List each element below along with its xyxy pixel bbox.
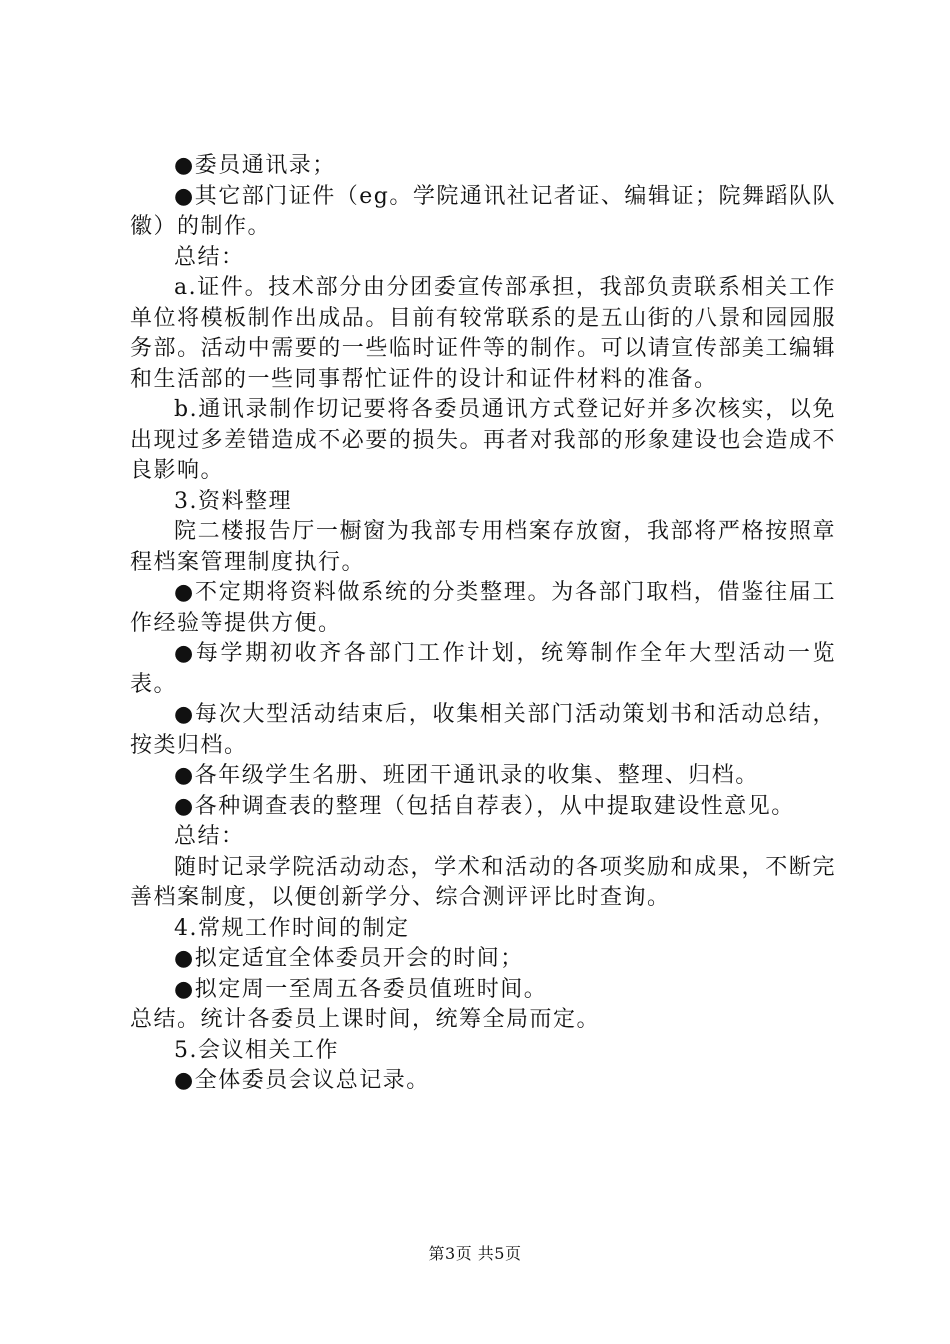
paragraph: ●其它部门证件（eg。学院通讯社记者证、编辑证；院舞蹈队队徽）的制作。 <box>130 183 836 239</box>
paragraph: ●每学期初收齐各部门工作计划，统筹制作全年大型活动一览表。 <box>130 641 836 697</box>
page-footer <box>0 1244 950 1264</box>
paragraph: a.证件。技术部分由分团委宣传部承担，我部负责联系相关工作单位将模板制作出成品。目前有较常联系的是五山街的八景和园园服务部。活动中需要的一些临时证件等的制作。可以请宣传部美工编辑和生活部的一些同事帮忙证件的设计和证件材料的准备。 <box>130 275 836 392</box>
paragraph: 总结： <box>174 244 245 270</box>
paragraph: ●各年级学生名册、班团干通讯录的收集、整理、归档。 <box>174 763 759 788</box>
paragraph: ●全体委员会议总记录。 <box>174 1068 430 1093</box>
paragraph: ●委员通讯录； <box>174 153 336 178</box>
paragraph: 院二楼报告厅一橱窗为我部专用档案存放窗，我部将严格按照章程档案管理制度执行。 <box>130 519 836 575</box>
page-number: 第3页 共5页 <box>428 1244 522 1263</box>
paragraph: ●不定期将资料做系统的分类整理。为各部门取档，借鉴往届工作经验等提供方便。 <box>130 580 836 636</box>
paragraph: 随时记录学院活动动态，学术和活动的各项奖励和成果，不断完善档案制度，以便创新学分、综合测评评比时查询。 <box>130 854 836 910</box>
paragraph: 总结。统计各委员上课时间，统筹全局而定。 <box>130 1007 601 1032</box>
document-body <box>130 151 836 1097</box>
paragraph: ●拟定适宜全体委员开会的时间； <box>174 946 524 971</box>
paragraph: ●每次大型活动结束后，收集相关部门活动策划书和活动总结，按类归档。 <box>130 702 836 758</box>
section-heading: 4.常规工作时间的制定 <box>174 915 410 941</box>
paragraph: 总结： <box>174 824 245 849</box>
section-heading: 3.资料整理 <box>174 488 292 514</box>
paragraph: ●拟定周一至周五各委员值班时间。 <box>174 976 548 1002</box>
paragraph: b.通讯录制作切记要将各委员通讯方式登记好并多次核实，以免出现过多差错造成不必要的损失。再者对我部的形象建设也会造成不良影响。 <box>130 397 836 483</box>
paragraph: ●各种调查表的整理（包括自荐表），从中提取建设性意见。 <box>174 793 795 819</box>
section-heading: 5.会议相关工作 <box>174 1037 339 1063</box>
